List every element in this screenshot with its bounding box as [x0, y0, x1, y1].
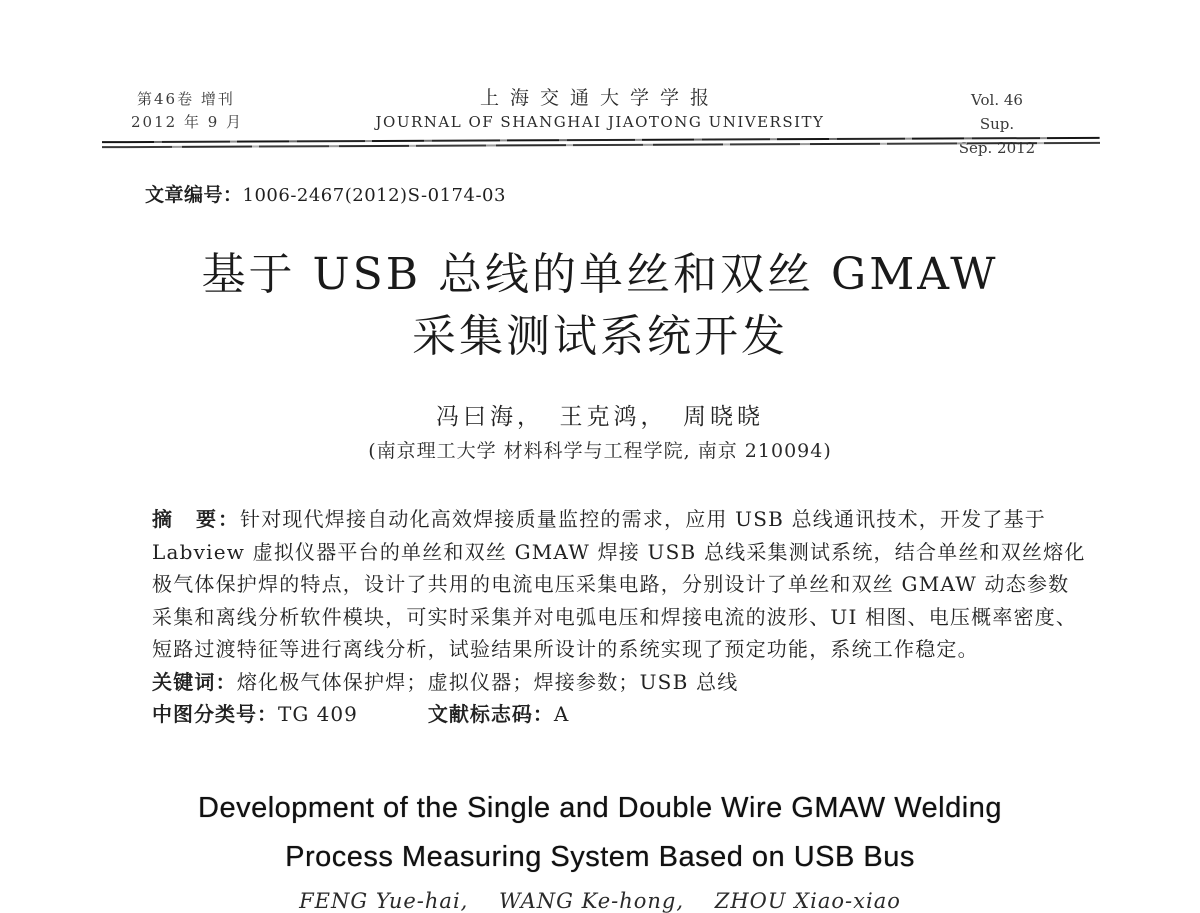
paper-title-cn-line2: 采集测试系统开发 — [412, 311, 788, 362]
authors-cn: 冯曰海， 王克鸿， 周晓晓 — [436, 404, 764, 430]
doc-code-value: A — [553, 702, 570, 726]
abstract-label: 摘 要： — [152, 509, 240, 531]
clc-label: 中图分类号： — [152, 704, 278, 726]
abstract-line — [152, 503, 1067, 536]
masthead-issue-en — [952, 88, 1042, 160]
abstract-line: Labview 虚拟仪器平台的单丝和双丝 GMAW 焊接 USB 总线采集测试系统，结合单丝和双丝熔化 — [152, 539, 1086, 564]
journal-title-en: JOURNAL OF SHANGHAI JIAOTONG UNIVERSITY — [375, 113, 825, 131]
doc-code-label: 文献标志码： — [427, 704, 554, 726]
paper-title-en — [0, 784, 1200, 882]
issue-date-en: Sep. 2012 — [958, 139, 1036, 157]
volume-issue-en: Vol. 46 Sup. — [971, 91, 1023, 133]
journal-title-cn: 上海交通大学学报 — [479, 87, 720, 109]
classification-row — [152, 698, 1067, 731]
abstract-line: 极气体保护焊的特点，设计了共用的电流电压采集电路，分别设计了单丝和双丝 GMAW 动态参数 — [152, 572, 1070, 596]
issue-date-cn: 2012 年 9 月 — [131, 113, 244, 131]
abstract-line: 短路过渡特征等进行离线分析，试验结果所设计的系统实现了预定功能，系统工作稳定。 — [152, 637, 979, 661]
divider-line-bottom — [102, 142, 1100, 148]
paper-title-cn — [0, 244, 1200, 368]
volume-issue-cn: 第46卷 增刊 — [137, 90, 235, 108]
paper-title-cn-line1: 基于 USB 总线的单丝和双丝 GMAW — [201, 249, 999, 300]
paper-title-en-line1: Development of the Single and Double Wire GMAW Welding — [198, 792, 1002, 824]
keywords-value: 熔化极气体保护焊；虚拟仪器；焊接参数；USB 总线 — [236, 669, 739, 694]
keywords-label: 关键词： — [152, 671, 237, 694]
masthead-divider — [102, 137, 1100, 151]
clc-value: TG 409 — [278, 702, 358, 726]
article-number-label: 文章编号： — [145, 185, 243, 206]
keywords-row — [152, 666, 1067, 699]
authors-en: FENG Yue-hai, WANG Ke-hong, ZHOU Xiao-xiao — [299, 889, 901, 913]
abstract-text: 针对现代焊接自动化高效焊接质量监控的需求，应用 USB 总线通讯技术，开发了基于 — [240, 507, 1046, 531]
article-number-row — [145, 180, 506, 207]
abstract-section — [152, 503, 1086, 731]
paper-title-en-line2: Process Measuring System Based on USB Bus — [285, 841, 915, 873]
affiliation: (南京理工大学 材料科学与工程学院, 南京 210094) — [368, 440, 832, 462]
abstract-line: 采集和离线分析软件模块，可实时采集并对电弧电压和焊接电流的波形、UI 相图、电压概率密度、 — [152, 604, 1078, 629]
article-number-value: 1006-2467(2012)S-0174-03 — [242, 185, 506, 206]
